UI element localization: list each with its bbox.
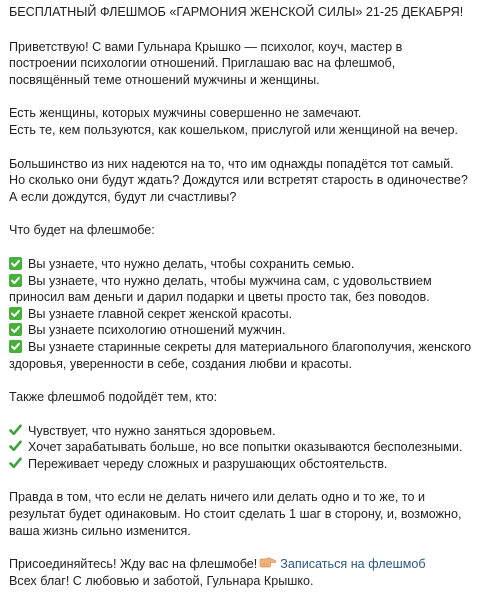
benefit-text: Вы узнаете главной секрет женской красоты.: [28, 306, 293, 321]
women-line-2: Есть те, кем пользуются, как кошельком, прислугой или женщиной на вечер.: [9, 122, 458, 137]
white-heavy-check-mark-icon: [9, 257, 22, 270]
join-line: [9, 556, 472, 573]
white-heavy-check-mark-icon: [9, 323, 22, 336]
what-heading: Что будет на флешмобе:: [9, 223, 155, 238]
women-paragraph: [9, 105, 472, 138]
heavy-check-mark-icon: [9, 440, 22, 452]
list-item: [9, 423, 472, 440]
also-heading: Также флешмоб подойдёт тем, кто:: [9, 390, 218, 405]
benefit-text: Вы узнаете, что нужно делать, чтобы сохранить семью.: [28, 256, 355, 271]
white-heavy-check-mark-icon: [9, 340, 22, 353]
list-item: [9, 439, 472, 456]
signoff-line: Всех благ! С любовью и заботой, Гульнара Крышко.: [9, 573, 314, 588]
post-title: БЕСПЛАТНЫЙ ФЛЕШМОБ «ГАРМОНИЯ ЖЕНСКОЙ СИЛЫ» 21-25 ДЕКАБРЯ!: [9, 5, 464, 19]
list-item: [9, 339, 472, 372]
audience-text: Переживает череду сложных и разрушающих обстоятельств.: [28, 456, 388, 471]
closing-block: [9, 556, 472, 589]
benefit-text: Вы узнаете, что нужно делать, чтобы мужчина сам, с удовольствием приносил вам деньги и дарил подарки и цветы просто так, без поводов.: [9, 273, 432, 305]
white-heavy-check-mark-icon: [9, 307, 22, 320]
heavy-check-mark-icon: [9, 424, 22, 436]
intro-paragraph: Приветствую! С вами Гульнара Крышко — психолог, коуч, мастер в построении психологии отношений. Приглашаю вас на флешмоб, посвящённый теме отношений мужчины и женщины.: [9, 39, 403, 87]
audience-text: Хочет зарабатывать больше, но все попытки оказываются бесполезными.: [28, 440, 463, 455]
women-line-1: Есть женщины, которых мужчины совершенно не замечают.: [9, 106, 362, 121]
backhand-index-pointing-right-icon: [259, 557, 277, 568]
list-item: [9, 306, 472, 323]
list-item: [9, 273, 472, 306]
audience-list: [9, 423, 472, 473]
list-item: [9, 322, 472, 339]
signup-link[interactable]: Записаться на флешмоб: [280, 557, 426, 572]
list-item: [9, 256, 472, 273]
truth-paragraph: Правда в том, что если не делать ничего или делать одно и то же, то и результат будет одинаковым. Но стоит сделать 1 шаг в сторону, и, возможно, ваша жизнь сильно изменится.: [9, 490, 462, 538]
hope-paragraph: Большинство из них надеются на то, что им однажды попадётся тот самый. Но сколько они будут ждать? Дождутся или встретят старость в одиночестве? А если дождутся, будут ли счастливы?: [9, 156, 468, 204]
join-text: Присоединяйтесь! Жду вас на флешмобе!: [9, 557, 258, 572]
audience-text: Чувствует, что нужно заняться здоровьем.: [28, 423, 276, 438]
heavy-check-mark-icon: [9, 457, 22, 469]
benefits-list: [9, 256, 472, 372]
benefit-text: Вы узнаете психологию отношений мужчин.: [28, 323, 286, 338]
white-heavy-check-mark-icon: [9, 274, 22, 287]
benefit-text: Вы узнаете старинные секреты для материального благополучия, женского здоровья, уверенности в себе, создания любви и красоты.: [9, 339, 472, 371]
list-item: [9, 456, 472, 473]
